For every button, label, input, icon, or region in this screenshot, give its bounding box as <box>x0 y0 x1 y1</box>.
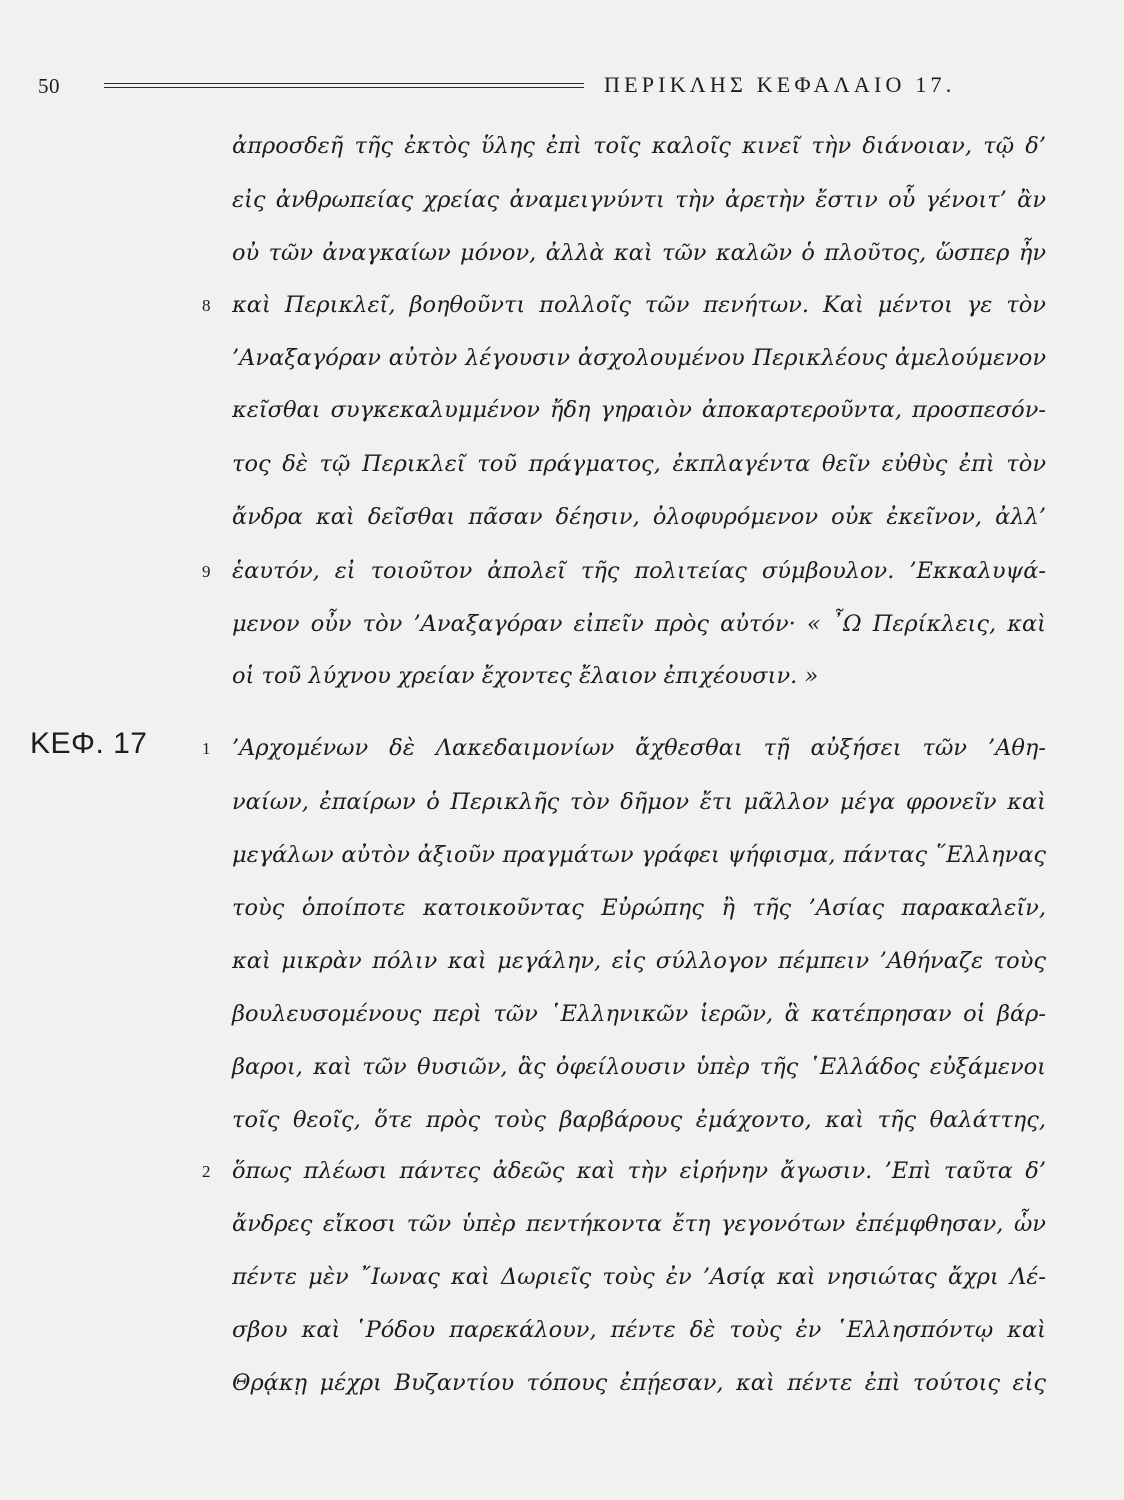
line-number: 9 <box>202 562 211 581</box>
text-line: τοὺς ὁποίποτε κατοικοῦντας Εὐρώπης ἢ τῆς ’Ασίας παρακαλεῖν, <box>232 895 1046 921</box>
header-rule <box>104 83 584 88</box>
text-line: ’Αρχομένων δὲ Λακεδαιμονίων ἄχθεσθαι τῇ αὐξήσει τῶν ’Αθη- <box>232 735 1046 761</box>
text-line: ’Αναξαγόραν αὐτὸν λέγουσιν ἀσχολουμένου Περικλέους ἀμελούμενον <box>232 345 1046 371</box>
text-line: καὶ μικρὰν πόλιν καὶ μεγάλην, εἰς σύλλογον πέμπειν ’Αθήναζε τοὺς <box>232 948 1046 974</box>
text-line: ἑαυτόν, εἰ τοιοῦτον ἀπολεῖ τῆς πολιτείας σύμβουλον. ’Εκκαλυψά- <box>232 558 1046 584</box>
line-number: 1 <box>202 739 211 758</box>
text-line: τοῖς θεοῖς, ὅτε πρὸς τοὺς βαρβάρους ἐμάχοντο, καὶ τῆς θαλάττης, <box>232 1107 1046 1133</box>
text-line: κεῖσθαι συγκεκαλυμμένον ἤδη γηραιὸν ἀποκαρτεροῦντα, προσπεσόν- <box>232 397 1046 423</box>
text-line: τος δὲ τῷ Περικλεῖ τοῦ πράγματος, ἐκπλαγέντα θεῖν εὐθὺς ἐπὶ τὸν <box>232 451 1046 477</box>
text-line: ναίων, ἐπαίρων ὁ Περικλῆς τὸν δῆμον ἔτι μᾶλλον μέγα φρονεῖν καὶ <box>232 789 1046 815</box>
text-line: Θρᾴκῃ μέχρι Βυζαντίου τόπους ἐπῄεσαν, καὶ πέντε ἐπὶ τούτοις εἰς <box>232 1370 1046 1396</box>
page-number: 50 <box>38 74 60 98</box>
text-line: μεγάλων αὐτὸν ἀξιοῦν πραγμάτων γράφει ψήφισμα, πάντας ῞Ελληνας <box>232 842 1046 868</box>
text-line: ὅπως πλέωσι πάντες ἀδεῶς καὶ τὴν εἰρήνην ἄγωσιν. ’Επὶ ταῦτα δ’ <box>232 1158 1046 1184</box>
line-number: 8 <box>202 296 211 315</box>
text-line: βουλευσομένους περὶ τῶν ῾Ελληνικῶν ἱερῶν, ἃ κατέπρησαν οἱ βάρ- <box>232 1001 1046 1027</box>
text-line: καὶ Περικλεῖ, βοηθοῦντι πολλοῖς τῶν πενήτων. Καὶ μέντοι γε τὸν <box>232 292 1046 318</box>
text-line: ἄνδρα καὶ δεῖσθαι πᾶσαν δέησιν, ὀλοφυρόμενον οὐκ ἐκεῖνον, ἀλλ’ <box>232 504 1046 530</box>
text-line: ἀπροσδεῆ τῆς ἐκτὸς ὕλης ἐπὶ τοῖς καλοῖς κινεῖ τὴν διάνοιαν, τῷ δ’ <box>232 133 1046 159</box>
running-title: ΠΕΡΙΚΛΗΣ ΚΕΦΑΛΑΙΟ 17. <box>604 72 956 97</box>
chapter-marker: ΚΕΦ. 17 <box>30 727 148 760</box>
text-line: βαροι, καὶ τῶν θυσιῶν, ἃς ὀφείλουσιν ὑπὲρ τῆς ῾Ελλάδος εὐξάμενοι <box>232 1054 1046 1080</box>
text-line: ἄνδρες εἴκοσι τῶν ὑπὲρ πεντήκοντα ἔτη γεγονότων ἐπέμφθησαν, ὧν <box>232 1211 1046 1237</box>
text-line: εἰς ἀνθρωπείας χρείας ἀναμειγνύντι τὴν ἀρετὴν ἔστιν οὗ γένοιτ’ ἂν <box>232 187 1046 213</box>
line-number: 2 <box>202 1162 211 1181</box>
text-line: πέντε μὲν ῎Ιωνας καὶ Δωριεῖς τοὺς ἐν ’Ασίᾳ καὶ νησιώτας ἄχρι Λέ- <box>232 1264 1046 1290</box>
text-line: μενον οὖν τὸν ’Αναξαγόραν εἰπεῖν πρὸς αὐτόν· « ῏Ω Περίκλεις, καὶ <box>232 611 1046 637</box>
text-line: σβου καὶ ῾Ρόδου παρεκάλουν, πέντε δὲ τοὺς ἐν ῾Ελλησπόντῳ καὶ <box>232 1317 1046 1343</box>
text-line: οἱ τοῦ λύχνου χρείαν ἔχοντες ἔλαιον ἐπιχέουσιν. » <box>232 663 819 689</box>
text-line: οὐ τῶν ἀναγκαίων μόνον, ἀλλὰ καὶ τῶν καλῶν ὁ πλοῦτος, ὥσπερ ἦν <box>232 240 1046 266</box>
